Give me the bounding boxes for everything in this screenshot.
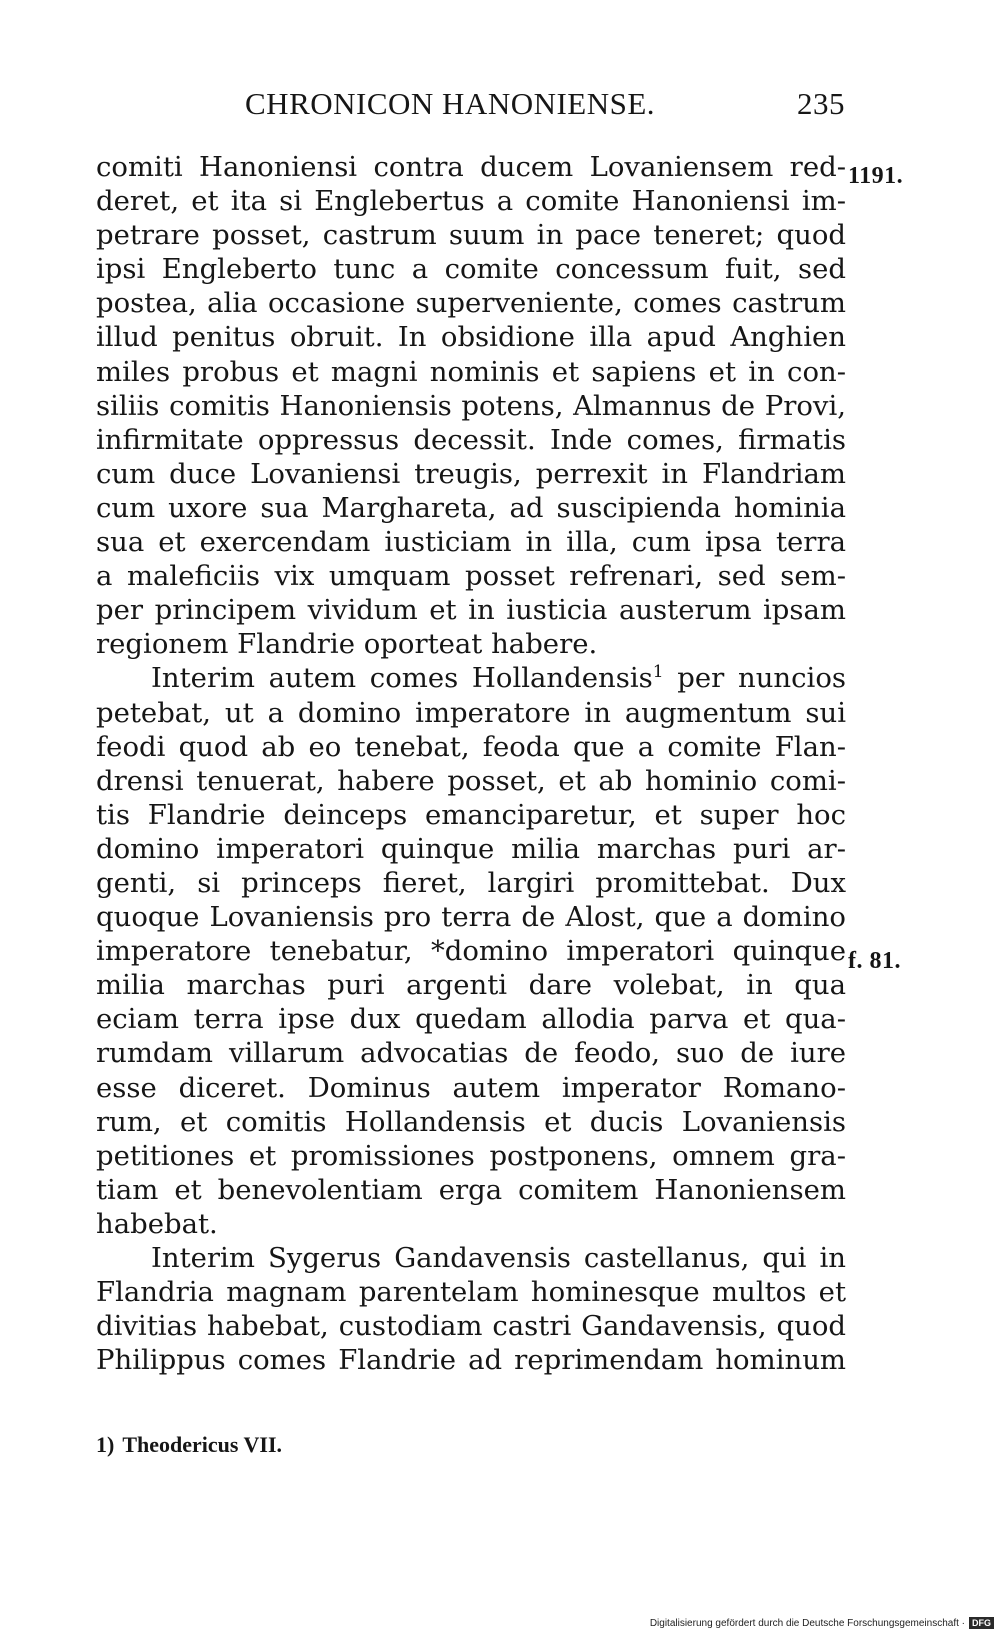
text-line: illud penitus obruit. In obsidione illa apud Anghien: [96, 321, 846, 354]
text-line: petitiones et promissiones postponens, omnem gra-: [96, 1139, 846, 1172]
text-line: regionem Flandrie oporteat habere.: [96, 628, 598, 661]
text-line: Interim Sygerus Gandavensis castellanus, qui in: [151, 1242, 846, 1274]
text-line: quoque Lovaniensis pro terra de Alost, que a domino: [96, 901, 846, 934]
text-line: miles probus et magni nominis et sapiens et in con-: [96, 355, 846, 388]
text-line: tiam et benevolentiam erga comitem Hanoniensem: [96, 1173, 846, 1206]
text-line: deret, et ita si Englebertus a comite Hanoniensi im-: [96, 185, 846, 218]
text-line: [96, 661, 846, 695]
text-line: petrare posset, castrum suum in pace teneret; quod: [96, 219, 846, 252]
text-line: feodi quod ab eo tenebat, feoda que a comite Flan-: [96, 730, 846, 763]
text-line: drensi tenuerat, habere posset, et ab hominio comi-: [96, 764, 846, 797]
text-line: divitias habebat, custodiam castri Gandavensis, quod: [96, 1310, 846, 1343]
dfg-logo: DFG: [969, 1617, 994, 1629]
text-line: a maleficiis vix umquam posset refrenari, sed sem-: [96, 560, 846, 593]
text-line: rumdam villarum advocatias de feodo, suo de iure: [96, 1037, 846, 1070]
body-text: [96, 150, 846, 1377]
text-line: Philippus comes Flandrie ad reprimendam hominum: [96, 1344, 846, 1377]
text-line: infirmitate oppressus decessit. Inde comes, firmatis: [96, 423, 846, 456]
digitization-credit: [650, 1617, 994, 1629]
text-line: siliis comitis Hanoniensis potens, Almannus de Provi,: [96, 389, 846, 422]
text-line: eciam terra ipse dux quedam allodia parva et qua-: [96, 1003, 846, 1036]
text-line: sua et exercendam iusticiam in illa, cum ipsa terra: [96, 526, 846, 559]
footnote-reference: 1: [652, 662, 664, 683]
text-line: habebat.: [96, 1207, 218, 1240]
text-line: Flandria magnam parentelam hominesque multos et: [96, 1276, 846, 1309]
text-line: cum duce Lovaniensi treugis, perrexit in Flandriam: [96, 457, 846, 490]
text-line: imperatore tenebatur, *domino imperatori quinque: [96, 935, 846, 968]
footnote-text: Theodericus VII.: [122, 1432, 283, 1457]
running-header: [245, 86, 845, 136]
page-number: 235: [797, 86, 845, 121]
text-line: milia marchas puri argenti dare volebat, in qua: [96, 969, 846, 1002]
text-line: ipsi Engleberto tunc a comite concessum fuit, sed: [96, 253, 846, 286]
text-line-start: Interim autem comes Hollandensis: [151, 662, 653, 695]
text-line: genti, si princeps fieret, largiri promittebat. Dux: [96, 866, 846, 899]
text-line-rest: per nuncios: [663, 662, 846, 695]
running-title: CHRONICON HANONIENSE.: [245, 86, 656, 121]
text-line: tis Flandrie deinceps emanciparetur, et super hoc: [96, 798, 846, 831]
text-line: domino imperatori quinque milia marchas puri ar-: [96, 832, 846, 865]
margin-note-year: 1191.: [848, 163, 904, 189]
footnote-marker: 1): [96, 1432, 115, 1457]
text-line: postea, alia occasione superveniente, comes castrum: [96, 287, 846, 320]
text-line: rum, et comitis Hollandensis et ducis Lovaniensis: [96, 1105, 846, 1138]
margin-note-folio: f. 81.: [848, 948, 901, 974]
text-line: esse diceret. Dominus autem imperator Romano-: [96, 1071, 846, 1104]
text-line: petebat, ut a domino imperatore in augmentum sui: [96, 696, 846, 729]
credit-text: Digitalisierung gefördert durch die Deutsche Forschungsgemeinschaft ·: [649, 1617, 965, 1629]
footnote: [96, 1432, 282, 1458]
text-line: per principem vividum et in iusticia austerum ipsam: [96, 594, 846, 627]
text-line: comiti Hanoniensi contra ducem Lovaniensem red-: [96, 151, 846, 183]
text-line: cum uxore sua Marghareta, ad suscipienda hominia: [96, 491, 846, 524]
